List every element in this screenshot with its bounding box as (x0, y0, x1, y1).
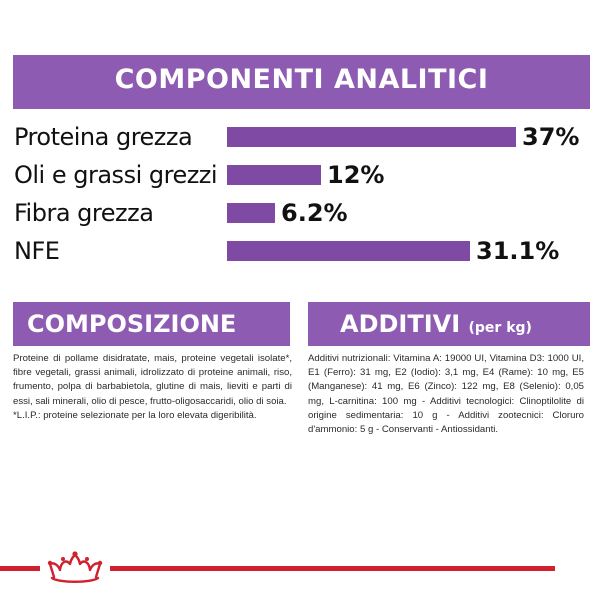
additives-text (308, 352, 584, 437)
red-line-left (0, 566, 40, 571)
additives-subtitle: (per kg) (468, 320, 532, 336)
value-label: 12% (327, 161, 385, 189)
chart-row (0, 158, 600, 192)
bar (227, 241, 470, 261)
composition-text (13, 352, 292, 423)
additives-title-wrap (340, 310, 532, 338)
crown-icon (44, 550, 106, 586)
category-label: Proteina grezza (14, 123, 193, 151)
additives-title: ADDITIVI (340, 310, 461, 338)
chart-row (0, 120, 600, 154)
value-label: 31.1% (476, 237, 560, 265)
value-label: 6.2% (281, 199, 348, 227)
chart-row (0, 234, 600, 268)
banner-title: COMPONENTI ANALITICI (114, 64, 489, 95)
bar (227, 165, 321, 185)
bar (227, 203, 275, 223)
chart-row (0, 196, 600, 230)
value-label: 37% (522, 123, 580, 151)
composition-note: *L.I.P.: proteine selezionate per la loro elevata digeribilità. (13, 409, 257, 421)
category-label: Fibra grezza (14, 199, 154, 227)
composition-body: Proteine di pollame disidratate, mais, proteine vegetali isolate*, fibre vegetali, grassi animali, idrolizzato di proteine animali, riso, frumento, polpa di barbabietola, glutine di mais, lieviti e parti di essi, sali minerali, olio di pesce, frutto-oligosaccaridi, olio di soia. (13, 353, 292, 407)
red-line-right (110, 566, 555, 571)
composition-title: COMPOSIZIONE (27, 310, 237, 338)
additives-body: Additivi nutrizionali: Vitamina A: 19000 UI, Vitamina D3: 1000 UI, E1 (Ferro): 31 mg, E2 (Iodio): 3,1 mg, E4 (Rame): 10 mg, E5 (Manganese): 41 mg, E6 (Zinco): 122 mg, E8 (Selenio): 0,05 mg, L-carnitina: 100 mg - Additivi tecnologici: Clinoptilolite di origine sedimentaria: 10 g - Additivi zootecnici: Cloruro d'ammonio: 5 g - Conservanti - Antiossidanti. (308, 353, 584, 436)
category-label: Oli e grassi grezzi (14, 161, 218, 189)
bar (227, 127, 516, 147)
category-label: NFE (14, 237, 60, 265)
additives-header (308, 302, 590, 346)
composition-header (13, 302, 290, 346)
analytical-components-banner (13, 55, 590, 109)
